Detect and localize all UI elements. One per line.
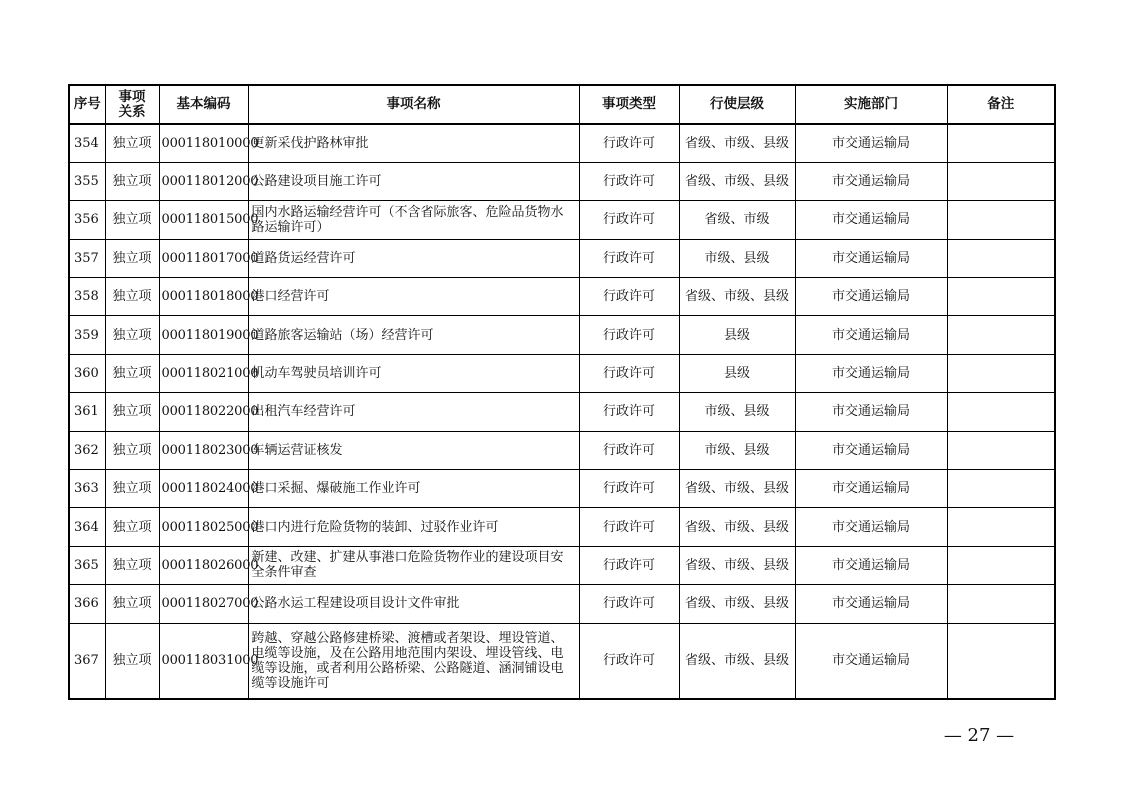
cell-name: 港口经营许可 [248, 278, 579, 316]
cell-note [947, 354, 1055, 392]
cell-level: 省级、市级、县级 [679, 546, 795, 584]
cell-level: 省级、市级、县级 [679, 623, 795, 699]
cell-no: 360 [69, 354, 105, 392]
cell-type: 行政许可 [579, 278, 679, 316]
cell-type: 行政许可 [579, 124, 679, 162]
cell-dept: 市交通运输局 [795, 124, 947, 162]
table-row [69, 508, 1055, 546]
cell-dept: 市交通运输局 [795, 470, 947, 508]
table-row [69, 316, 1055, 354]
header-note: 备注 [947, 85, 1055, 124]
cell-note [947, 585, 1055, 623]
cell-level: 省级、市级、县级 [679, 278, 795, 316]
cell-name: 港口内进行危险货物的装卸、过驳作业许可 [248, 508, 579, 546]
cell-code: 000118021000 [159, 354, 248, 392]
cell-note [947, 508, 1055, 546]
cell-type: 行政许可 [579, 623, 679, 699]
cell-relation: 独立项 [105, 239, 159, 277]
cell-relation: 独立项 [105, 354, 159, 392]
cell-code: 000118031000 [159, 623, 248, 699]
cell-type: 行政许可 [579, 201, 679, 239]
cell-type: 行政许可 [579, 239, 679, 277]
header-level: 行使层级 [679, 85, 795, 124]
cell-name: 车辆运营证核发 [248, 431, 579, 469]
table-row [69, 546, 1055, 584]
cell-dept: 市交通运输局 [795, 239, 947, 277]
cell-relation: 独立项 [105, 546, 159, 584]
cell-type: 行政许可 [579, 316, 679, 354]
cell-relation: 独立项 [105, 431, 159, 469]
cell-note [947, 316, 1055, 354]
cell-code: 000118012000 [159, 162, 248, 200]
table-header-row [69, 85, 1055, 124]
cell-code: 000118010000 [159, 124, 248, 162]
cell-level: 省级、市级、县级 [679, 585, 795, 623]
cell-note [947, 546, 1055, 584]
cell-note [947, 431, 1055, 469]
header-name: 事项名称 [248, 85, 579, 124]
header-code: 基本编码 [159, 85, 248, 124]
cell-name: 道路货运经营许可 [248, 239, 579, 277]
cell-type: 行政许可 [579, 393, 679, 431]
cell-level: 省级、市级、县级 [679, 162, 795, 200]
cell-dept: 市交通运输局 [795, 431, 947, 469]
cell-note [947, 278, 1055, 316]
cell-level: 市级、县级 [679, 239, 795, 277]
cell-note [947, 239, 1055, 277]
page-number: — 27 — [943, 725, 1015, 746]
table-row [69, 124, 1055, 162]
header-type: 事项类型 [579, 85, 679, 124]
cell-relation: 独立项 [105, 393, 159, 431]
cell-relation: 独立项 [105, 508, 159, 546]
cell-no: 358 [69, 278, 105, 316]
table-row [69, 470, 1055, 508]
cell-note [947, 201, 1055, 239]
table-row [69, 239, 1055, 277]
cell-relation: 独立项 [105, 124, 159, 162]
cell-level: 市级、县级 [679, 393, 795, 431]
header-relation: 事项 关系 [105, 85, 159, 124]
cell-code: 000118027000 [159, 585, 248, 623]
cell-dept: 市交通运输局 [795, 201, 947, 239]
cell-no: 366 [69, 585, 105, 623]
cell-name: 公路建设项目施工许可 [248, 162, 579, 200]
table-row [69, 354, 1055, 392]
cell-dept: 市交通运输局 [795, 546, 947, 584]
cell-no: 364 [69, 508, 105, 546]
cell-level: 省级、市级、县级 [679, 470, 795, 508]
cell-dept: 市交通运输局 [795, 585, 947, 623]
cell-no: 354 [69, 124, 105, 162]
cell-code: 000118015000 [159, 201, 248, 239]
cell-relation: 独立项 [105, 316, 159, 354]
table-row [69, 201, 1055, 239]
cell-note [947, 623, 1055, 699]
table-row [69, 278, 1055, 316]
cell-dept: 市交通运输局 [795, 354, 947, 392]
cell-dept: 市交通运输局 [795, 278, 947, 316]
cell-note [947, 162, 1055, 200]
cell-code: 000118024000 [159, 470, 248, 508]
table-row [69, 585, 1055, 623]
cell-no: 362 [69, 431, 105, 469]
cell-relation: 独立项 [105, 201, 159, 239]
table-body [69, 124, 1055, 699]
cell-type: 行政许可 [579, 508, 679, 546]
cell-no: 367 [69, 623, 105, 699]
cell-note [947, 393, 1055, 431]
cell-name: 跨越、穿越公路修建桥梁、渡槽或者架设、埋设管道、电缆等设施，及在公路用地范围内架设、埋设管线、电缆等设施，或者利用公路桥梁、公路隧道、涵洞铺设电缆等设施许可 [248, 623, 579, 699]
cell-type: 行政许可 [579, 546, 679, 584]
cell-note [947, 124, 1055, 162]
cell-code: 000118025000 [159, 508, 248, 546]
cell-name: 机动车驾驶员培训许可 [248, 354, 579, 392]
table-row [69, 623, 1055, 699]
cell-level: 县级 [679, 316, 795, 354]
cell-code: 000118026000 [159, 546, 248, 584]
cell-name: 道路旅客运输站（场）经营许可 [248, 316, 579, 354]
cell-no: 359 [69, 316, 105, 354]
cell-name: 更新采伐护路林审批 [248, 124, 579, 162]
cell-no: 355 [69, 162, 105, 200]
table-row [69, 162, 1055, 200]
cell-dept: 市交通运输局 [795, 162, 947, 200]
cell-level: 市级、县级 [679, 431, 795, 469]
cell-type: 行政许可 [579, 354, 679, 392]
cell-dept: 市交通运输局 [795, 623, 947, 699]
cell-relation: 独立项 [105, 623, 159, 699]
cell-type: 行政许可 [579, 470, 679, 508]
cell-dept: 市交通运输局 [795, 316, 947, 354]
cell-no: 365 [69, 546, 105, 584]
cell-code: 000118018000 [159, 278, 248, 316]
cell-no: 356 [69, 201, 105, 239]
cell-relation: 独立项 [105, 162, 159, 200]
cell-note [947, 470, 1055, 508]
cell-name: 国内水路运输经营许可（不含省际旅客、危险品货物水路运输许可） [248, 201, 579, 239]
cell-level: 省级、市级、县级 [679, 508, 795, 546]
header-no: 序号 [69, 85, 105, 124]
cell-relation: 独立项 [105, 278, 159, 316]
cell-name: 公路水运工程建设项目设计文件审批 [248, 585, 579, 623]
cell-no: 363 [69, 470, 105, 508]
items-table [68, 84, 1056, 700]
cell-code: 000118017000 [159, 239, 248, 277]
cell-no: 357 [69, 239, 105, 277]
cell-type: 行政许可 [579, 431, 679, 469]
cell-level: 县级 [679, 354, 795, 392]
cell-relation: 独立项 [105, 470, 159, 508]
header-dept: 实施部门 [795, 85, 947, 124]
cell-relation: 独立项 [105, 585, 159, 623]
cell-name: 新建、改建、扩建从事港口危险货物作业的建设项目安全条件审查 [248, 546, 579, 584]
cell-dept: 市交通运输局 [795, 508, 947, 546]
table-row [69, 393, 1055, 431]
cell-dept: 市交通运输局 [795, 393, 947, 431]
cell-type: 行政许可 [579, 162, 679, 200]
cell-level: 省级、市级 [679, 201, 795, 239]
cell-level: 省级、市级、县级 [679, 124, 795, 162]
cell-code: 000118019000 [159, 316, 248, 354]
cell-code: 000118022000 [159, 393, 248, 431]
cell-type: 行政许可 [579, 585, 679, 623]
cell-code: 000118023000 [159, 431, 248, 469]
table-row [69, 431, 1055, 469]
cell-name: 出租汽车经营许可 [248, 393, 579, 431]
cell-name: 港口采掘、爆破施工作业许可 [248, 470, 579, 508]
cell-no: 361 [69, 393, 105, 431]
